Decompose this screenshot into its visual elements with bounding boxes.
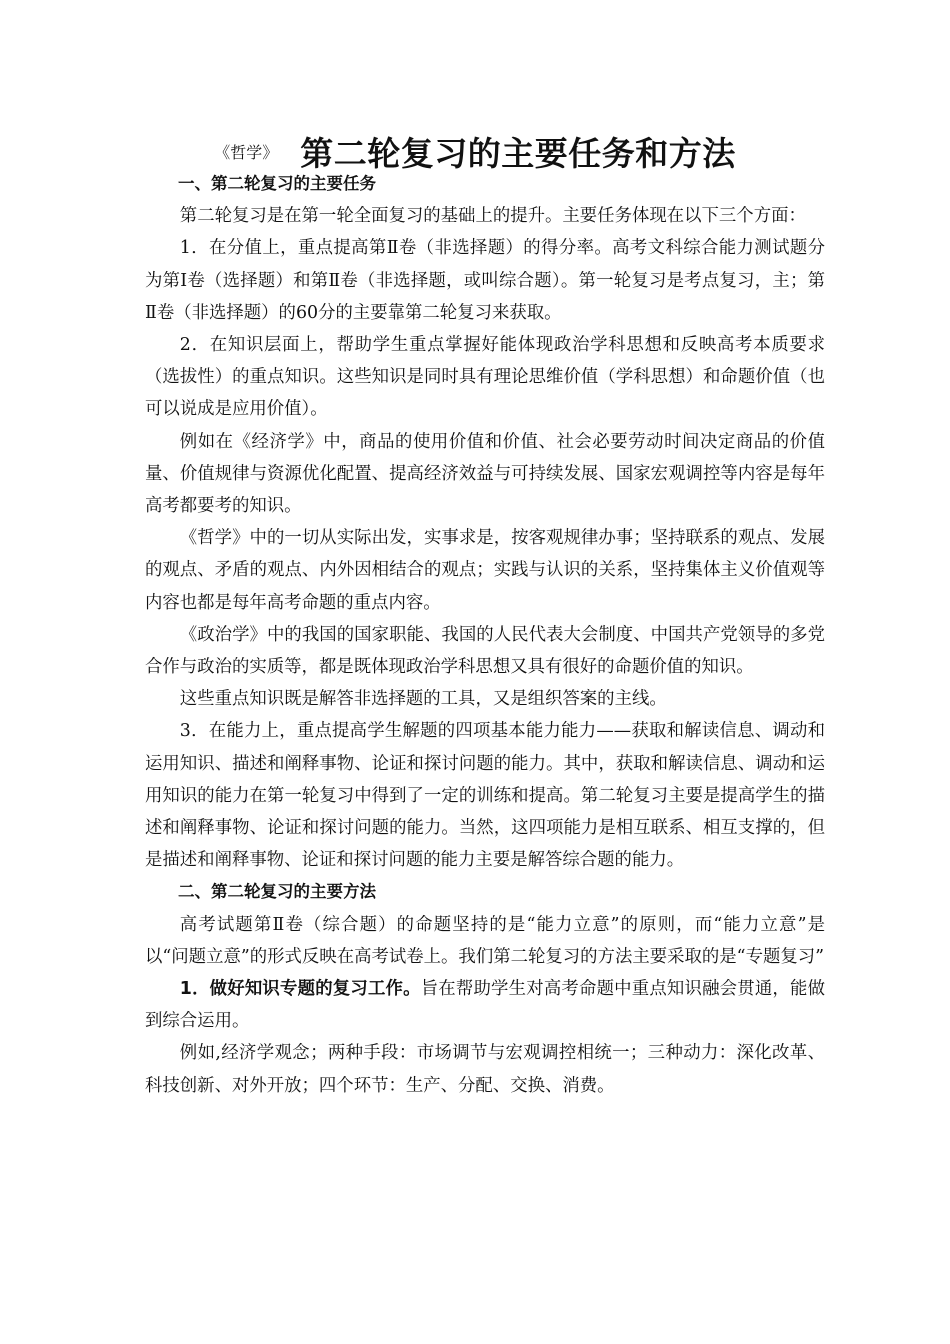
section-heading-tasks: 一、第二轮复习的主要任务 (178, 174, 376, 193)
paragraph-task-1: 1．在分值上，重点提高第Ⅱ卷（非选择题）的得分率。高考文科综合能力测试题分为第Ⅰ卷（选择题）和第Ⅱ卷（非选择题，或叫综合题）。第一轮复习是考点复习，主；第Ⅱ卷（非选择题）的60分的主要靠第二轮复习来获取。 (145, 238, 825, 323)
paragraph-philosophy-example: 《哲学》中的一切从实际出发，实事求是，按客观规律办事；坚持联系的观点、发展的观点、矛盾的观点、内外因相结合的观点；实践与认识的关系，坚持集体主义价值观等内容也都是每年高考命题的重点内容。 (145, 528, 825, 613)
page-title: 第二轮复习的主要任务和方法 (300, 134, 736, 173)
method-1-lead: 1．做好知识专题的复习工作。 (179, 979, 421, 1000)
paragraph-intro: 第二轮复习是在第一轮全面复习的基础上的提升。主要任务体现在以下三个方面： (179, 206, 806, 227)
document-body (145, 168, 825, 1102)
paragraph-economics-example: 例如在《经济学》中，商品的使用价值和价值、社会必要劳动时间决定商品的价值量、价值规律与资源优化配置、提高经济效益与可持续发展、国家宏观调控等内容是每年高考都要考的知识。 (145, 431, 825, 517)
paragraph-task-3: 3．在能力上，重点提高学生解题的四项基本能力能力——获取和解读信息、调动和运用知识、描述和阐释事物、论证和探讨问题的能力。其中，获取和解读信息、调动和运用知识的能力在第一轮复习中得到了一定的训练和提高。第二轮复习主要是提高学生的描述和阐释事物、论证和探讨问题的能力。当然，这四项能力是相互联系、相互支撑的，但是描述和阐释事物、论证和探讨问题的能力主要是解答综合题的能力。 (145, 721, 825, 871)
paragraph-economics-concepts: 例如,经济学观念；两种手段：市场调节与宏观调控相统一；三种动力：深化改革、科技创新、对外开放；四个环节：生产、分配、交换、消费。 (145, 1043, 825, 1096)
method-1-text: 旨在帮助学生对高考命题中重点知识融会贯通，能做到综合运用。 (145, 979, 825, 1032)
paragraph-methods-intro: 高考试题第Ⅱ卷（综合题）的命题坚持的是“能力立意”的原则，而“能力立意”是以“问题立意”的形式反映在高考试卷上。我们第二轮复习的方法主要采取的是“专题复习” (145, 914, 825, 967)
paragraph-method-1 (145, 973, 825, 1037)
title-prefix: 《哲学》 (214, 143, 279, 162)
paragraph-politics-example: 《政治学》中的我国的国家职能、我国的人民代表大会制度、中国共产党领导的多党合作与政治的实质等，都是既体现政治学科思想又具有很好的命题价值的知识。 (145, 624, 825, 678)
paragraph-key-knowledge: 这些重点知识既是解答非选择题的工具，又是组织答案的主线。 (179, 689, 667, 710)
paragraph-task-2: 2．在知识层面上，帮助学生重点掌握好能体现政治学科思想和反映高考本质要求（选拔性）的重点知识。这些知识是同时具有理论思维价值（学科思想）和命题价值（也可以说成是应用价值）。 (145, 335, 825, 420)
section-heading-methods: 二、第二轮复习的主要方法 (178, 882, 376, 902)
